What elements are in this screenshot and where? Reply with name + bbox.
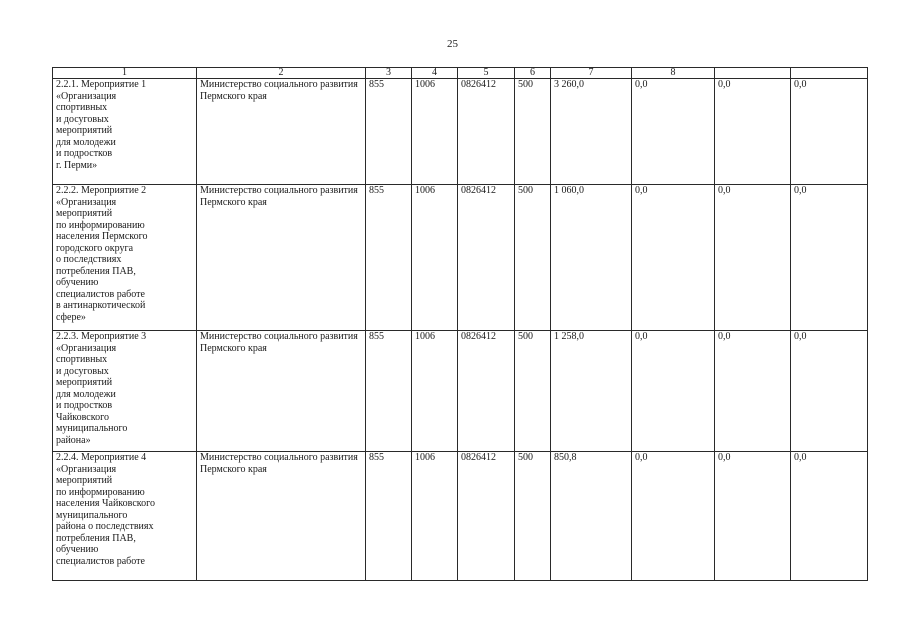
- ministry-cell: Министерство социального развития Пермского края: [197, 452, 366, 581]
- year3-cell: 0,0: [715, 185, 791, 331]
- event-cell: 2.2.4. Мероприятие 4 «Организация мероприятий по информированию населения Чайковского муниципального района о последствиях потребления ПАВ, обучению специалистов работе: [53, 452, 197, 581]
- vr-cell: 500: [515, 452, 551, 581]
- amount-cell: 1 258,0: [551, 331, 632, 452]
- vr-cell: 500: [515, 185, 551, 331]
- column-header-6: 6: [515, 68, 551, 79]
- budget-table: [52, 67, 868, 581]
- amount-cell: 3 260,0: [551, 79, 632, 185]
- grbs-cell: 855: [366, 185, 412, 331]
- year2-cell: 0,0: [632, 185, 715, 331]
- column-header-7: 7: [551, 68, 632, 79]
- year2-cell: 0,0: [632, 79, 715, 185]
- header-row: [53, 68, 868, 79]
- grbs-cell: 855: [366, 452, 412, 581]
- rzpr-cell: 1006: [412, 452, 458, 581]
- csr-cell: 0826412: [458, 79, 515, 185]
- grbs-cell: 855: [366, 79, 412, 185]
- event-cell: 2.2.3. Мероприятие 3 «Организация спортивных и досуговых мероприятий для молодежи и подростков Чайковского муниципального района»: [53, 331, 197, 452]
- year2-cell: 0,0: [632, 331, 715, 452]
- column-header-5: 5: [458, 68, 515, 79]
- event-cell: 2.2.1. Мероприятие 1 «Организация спортивных и досуговых мероприятий для молодежи и подростков г. Перми»: [53, 79, 197, 185]
- year3-cell: 0,0: [715, 331, 791, 452]
- column-header-9: [715, 68, 791, 79]
- page-number: 25: [447, 38, 458, 50]
- vr-cell: 500: [515, 331, 551, 452]
- column-header-2: 2: [197, 68, 366, 79]
- table-row: [53, 185, 868, 331]
- table-row: [53, 452, 868, 581]
- vr-cell: 500: [515, 79, 551, 185]
- rzpr-cell: 1006: [412, 79, 458, 185]
- column-header-8: 8: [632, 68, 715, 79]
- rzpr-cell: 1006: [412, 331, 458, 452]
- column-header-4: 4: [412, 68, 458, 79]
- ministry-cell: Министерство социального развития Пермского края: [197, 185, 366, 331]
- year4-cell: 0,0: [791, 452, 868, 581]
- ministry-cell: Министерство социального развития Пермского края: [197, 331, 366, 452]
- rzpr-cell: 1006: [412, 185, 458, 331]
- table-row: [53, 79, 868, 185]
- column-header-10: [791, 68, 868, 79]
- column-header-1: 1: [53, 68, 197, 79]
- year4-cell: 0,0: [791, 79, 868, 185]
- event-cell: 2.2.2. Мероприятие 2 «Организация мероприятий по информированию населения Пермского городского округа о последствиях потребления ПАВ, обучению специалистов работе в антинаркотической сфере»: [53, 185, 197, 331]
- csr-cell: 0826412: [458, 331, 515, 452]
- ministry-cell: Министерство социального развития Пермского края: [197, 79, 366, 185]
- column-header-3: 3: [366, 68, 412, 79]
- amount-cell: 850,8: [551, 452, 632, 581]
- grbs-cell: 855: [366, 331, 412, 452]
- year3-cell: 0,0: [715, 79, 791, 185]
- year2-cell: 0,0: [632, 452, 715, 581]
- year3-cell: 0,0: [715, 452, 791, 581]
- amount-cell: 1 060,0: [551, 185, 632, 331]
- year4-cell: 0,0: [791, 331, 868, 452]
- csr-cell: 0826412: [458, 185, 515, 331]
- csr-cell: 0826412: [458, 452, 515, 581]
- year4-cell: 0,0: [791, 185, 868, 331]
- table-row: [53, 331, 868, 452]
